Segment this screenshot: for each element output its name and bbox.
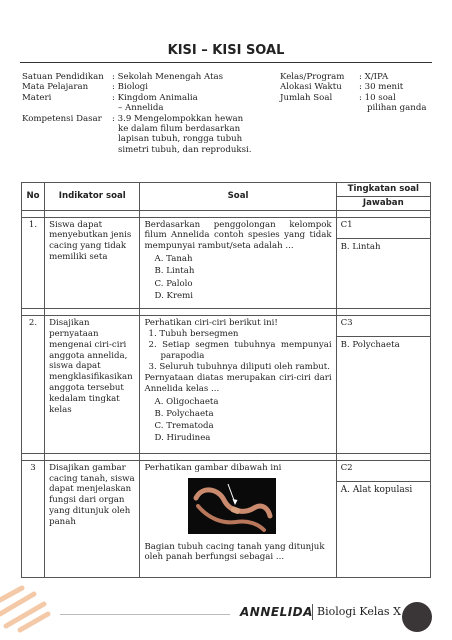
statement-list <box>144 329 331 373</box>
level-label: C3 <box>337 316 430 337</box>
row-number: 3 <box>22 460 45 577</box>
header-tingkatan: Tingkatan soal <box>336 183 430 197</box>
row-answer-cell <box>336 316 430 454</box>
option-item: A. Oligochaeta <box>154 396 219 407</box>
option-item: B. Polychaeta <box>154 408 214 419</box>
meta-value: : Biologi <box>112 82 149 93</box>
meta-key: Jumlah Soal <box>280 92 333 103</box>
meta-value: : 10 soal <box>359 92 396 103</box>
meta-key: Kelas/Program <box>280 72 345 82</box>
answer-label: B. Polychaeta <box>340 340 400 351</box>
meta-value: simetri tubuh, dan reproduksi. <box>118 144 252 155</box>
meta-value: – Annelida <box>118 103 164 114</box>
statement-item: 1. Tubuh bersegmen <box>148 328 239 339</box>
meta-value: : 3.9 Mengelompokkan hewan <box>112 113 244 124</box>
table-row <box>22 217 431 309</box>
table-gap <box>22 210 431 217</box>
answer-label: A. Alat kopulasi <box>340 484 413 495</box>
footer-subtitle: Biologi Kelas X <box>317 605 401 618</box>
table-gap <box>22 309 431 316</box>
question-text: Pernyataan diatas merupakan ciri-ciri dari Annelida kelas ... <box>144 372 332 394</box>
meta-value: : 30 menit <box>359 82 404 93</box>
earthworm-icon <box>188 478 276 534</box>
meta-key <box>280 103 359 113</box>
row-number: 1. <box>22 217 45 309</box>
option-item: B. Lintah <box>154 266 195 277</box>
row-indikator: Siswa dapat menyebutkan jenis cacing yang tidak memiliki seta <box>45 217 140 309</box>
meta-value: : Kingdom Animalia <box>112 92 198 103</box>
footer-rule <box>60 614 230 615</box>
options-list <box>144 396 331 445</box>
level-label: C2 <box>337 461 430 482</box>
footer-title: ANNELIDA <box>240 605 313 619</box>
row-soal <box>140 217 336 309</box>
header-no: No <box>22 183 45 211</box>
meta-right <box>280 72 430 114</box>
meta-key <box>22 134 112 144</box>
page-marker-icon <box>402 602 432 632</box>
statement-item: 3. Seluruh tubuhnya diliputi oleh rambut. <box>148 361 330 372</box>
row-indikator: Disajikan gambar cacing tanah, siswa dapat menjelaskan fungsi dari organ yang ditunjuk oleh panah <box>45 460 140 577</box>
row-answer-cell <box>336 217 430 309</box>
level-label: C1 <box>337 218 430 239</box>
option-item: D. Hirudinea <box>154 433 211 444</box>
meta-value: pilihan ganda <box>367 103 427 114</box>
statement-item: 2. Setiap segmen tubuhnya mempunyai parapodia <box>148 339 332 361</box>
title-underline <box>20 62 432 63</box>
table-row <box>22 460 431 577</box>
answer-label: B. Lintah <box>340 241 381 252</box>
meta-key <box>22 145 112 155</box>
table-gap <box>22 453 431 460</box>
kisi-table <box>21 182 431 578</box>
option-item: C. Trematoda <box>154 421 214 432</box>
meta-key: Kompetensi Dasar <box>22 113 102 124</box>
table-header-row <box>22 183 431 197</box>
option-item: C. Palolo <box>154 278 193 289</box>
earthworm-image <box>188 478 276 534</box>
meta-key <box>22 103 112 113</box>
option-item: D. Kremi <box>154 290 194 301</box>
row-soal <box>140 460 336 577</box>
table-row <box>22 316 431 454</box>
meta-value: : X/IPA <box>359 72 389 82</box>
meta-value: ke dalam filum berdasarkan <box>118 124 241 135</box>
meta-key: Materi <box>22 92 52 103</box>
row-soal <box>140 316 336 454</box>
meta-key: Alokasi Waktu <box>280 82 342 93</box>
page-title: KISI – KISI SOAL <box>167 43 285 58</box>
meta-value: : Sekolah Menengah Atas <box>112 72 224 82</box>
meta-key <box>22 124 112 134</box>
header-jawaban: Jawaban <box>336 196 430 210</box>
question-intro: Perhatikan gambar dibawah ini <box>144 462 282 473</box>
meta-key: Satuan Pendidikan <box>22 72 104 82</box>
meta-left <box>22 72 272 155</box>
options-list <box>144 253 331 302</box>
header-indikator: Indikator soal <box>45 183 140 211</box>
row-answer-cell <box>336 460 430 577</box>
row-number: 2. <box>22 316 45 454</box>
corner-decoration-icon <box>0 580 60 640</box>
meta-value: lapisan tubuh, rongga tubuh <box>118 134 243 145</box>
question-text: Berdasarkan penggolongan kelompok filum Annelida contoh spesies yang tidak mempunyai rambut/seta adalah ... <box>144 219 332 252</box>
footer-separator <box>312 604 313 620</box>
question-text: Bagian tubuh cacing tanah yang ditunjuk oleh panah berfungsi sebagai ... <box>144 541 325 563</box>
question-intro: Perhatikan ciri-ciri berikut ini! <box>144 318 278 329</box>
meta-key: Mata Pelajaran <box>22 82 89 93</box>
option-item: A. Tanah <box>154 253 193 264</box>
row-indikator: Disajikan pernyataan mengenai ciri-ciri anggota annelida, siswa dapat mengklasifikasikan anggota tersebut kedalam tingkat kelas <box>45 316 140 454</box>
header-soal: Soal <box>140 183 336 211</box>
